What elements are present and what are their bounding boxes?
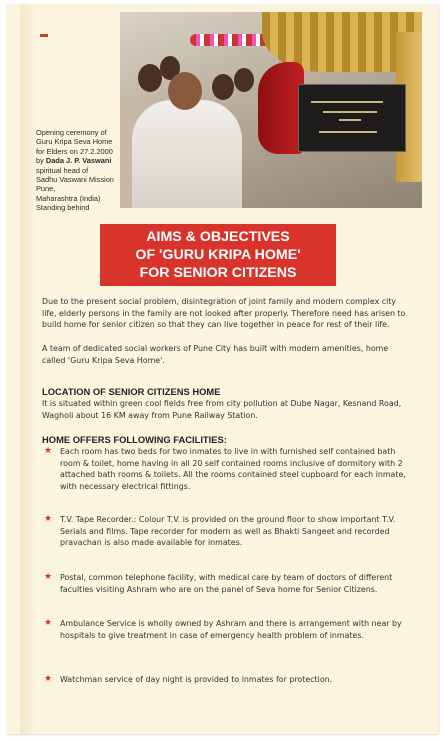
plaque-line xyxy=(319,131,377,133)
facility-item: ★ Each room has two beds for two inmates to live in with furnished self contained bath room & toilet, home having in all 20 self contained rooms inclusive of dormitory with 2 attached bath rooms & toilets. All the rooms contained steel cupboard for each inmate, with necessary electrical fittings. xyxy=(44,446,406,491)
plaque-line xyxy=(311,101,383,103)
facility-item: ★ T.V. Tape Recorder.: Colour T.V. is provided on the ground floor to show important T.V. Serials and films. Tape recorder for modern as well as Bhakti Sangeet and recorded pravachan is also made available for inmates. xyxy=(44,514,396,548)
location-heading: LOCATION OF SENIOR CITIZENS HOME xyxy=(42,386,221,397)
star-icon: ★ xyxy=(44,674,53,684)
intro-paragraph-2: A team of dedicated social workers of Pune City has built with modern amenities, home called 'Guru Kripa Seva Home'. xyxy=(42,344,389,365)
star-icon: ★ xyxy=(44,572,53,582)
star-icon: ★ xyxy=(44,446,53,456)
facility-item: ★ Ambulance Service is wholly owned by Ashram and there is arrangement with near by hospitals to give treatment in case of emergency health problem of inmates. xyxy=(44,618,402,640)
opening-ceremony-photo xyxy=(120,12,422,208)
garland xyxy=(190,34,270,46)
page-fold xyxy=(20,4,36,734)
star-icon: ★ xyxy=(44,618,53,628)
banner-line-1: AIMS & OBJECTIVES xyxy=(146,229,290,245)
banner-line-3: FOR SENIOR CITIZENS xyxy=(139,265,297,281)
facility-item: ★ Watchman service of day night is provided to inmates for protection. xyxy=(44,674,333,684)
aims-objectives-banner xyxy=(100,224,336,286)
plaque-line xyxy=(339,119,361,121)
photo-caption: Opening ceremony of Guru Kripa Seva Home for Elders on 27.2.2000 by Dada J. P. Vaswani spiritual head of Sadhu Vaswani Mission Pune, Maharashtra (India) Standing behind xyxy=(36,128,114,213)
banner-line-2: OF 'GURU KRIPA HOME' xyxy=(135,247,301,263)
star-icon: ★ xyxy=(44,514,53,524)
facilities-heading: HOME OFFERS FOLLOWING FACILITIES: xyxy=(42,434,227,445)
facility-item: ★ Postal, common telephone facility, with medical care by team of doctors of different faculties visiting Ashram who are on the panel of Seva home for Senior Citizens. xyxy=(44,572,393,594)
red-mark xyxy=(40,34,48,37)
intro-paragraph: Due to the present social problem, disintegration of joint family and modern complex city life, elderly persons in the family are not looked after properly. Therefore need has arisen to build home for senior citizen so that they can live together in peace for rest of their life. xyxy=(42,297,406,330)
plaque-line xyxy=(323,111,377,113)
man-figure xyxy=(132,100,242,208)
location-text: It is situated within green cool fields free from city pollution at Dube Nagar, Kesnand Road, Wagholi about 16 KM away from Pune Railway Station. xyxy=(42,399,402,420)
plaque xyxy=(298,84,406,152)
